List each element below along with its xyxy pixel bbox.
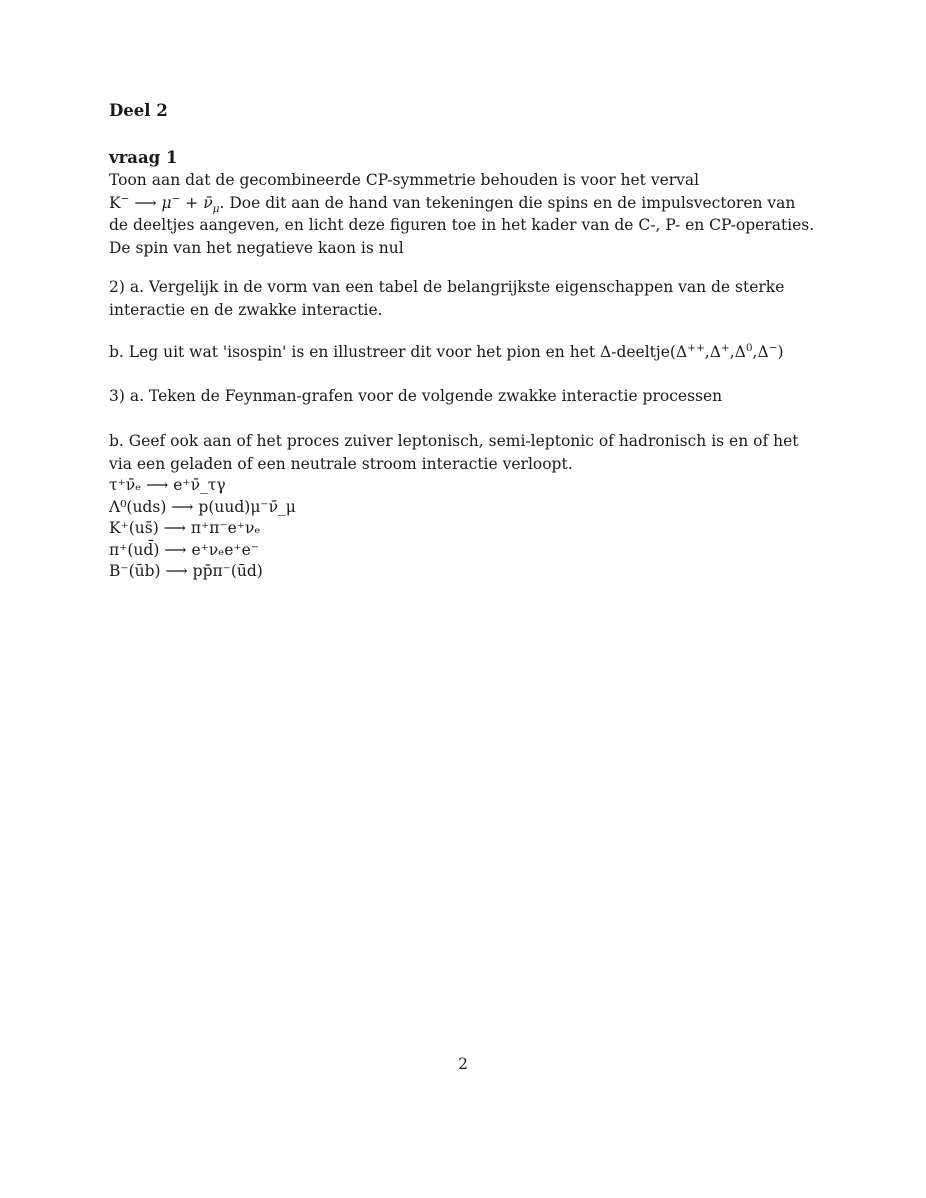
question-3b	[109, 430, 821, 583]
question-2a-text: 2) a. Vergelijk in de vorm van een tabel de belangrijkste eigenschappen van de sterke interactie en de zwakke interactie.	[109, 278, 785, 319]
question-1-line-3: de deeltjes aangeven, en licht deze figuren toe in het kader van de C-, P- en CP-operaties.	[109, 216, 815, 234]
question-2b-text: b. Leg uit wat 'isospin' is en illustreer dit voor het pion en het $\Delta-deeltje(\Delta^{++},\Delta^+,\Delta^0,\Delta^-)$	[109, 341, 784, 361]
question-1-line-2: K− ⟶ $\mu^- + \nū_\mu$. Doe dit aan de hand van tekeningen die spins en de impulsvectoren van	[109, 192, 796, 215]
page-number: 2	[458, 1055, 468, 1073]
question-1-line-1: Toon aan dat de gecombineerde CP-symmetrie behouden is voor het verval	[109, 171, 700, 189]
reaction-2: Λ⁰(uds) ⟶ p(uud)μ⁻ν̄_μ	[109, 497, 296, 516]
question-3a-text: 3) a. Teken de Feynman-grafen voor de volgende zwakke interactie processen	[109, 387, 723, 405]
question-1-heading: vraag 1	[109, 148, 178, 167]
question-1	[109, 147, 821, 259]
question-3a	[109, 385, 821, 408]
content-column	[109, 100, 821, 122]
question-1-line-4: De spin van het negatieve kaon is nul	[109, 238, 404, 257]
reaction-3: K⁺(us̄) ⟶ π⁺π⁻e⁺νₑ	[109, 519, 261, 537]
reaction-5: B⁻(ūb) ⟶ pp̄π⁻(ūd)	[109, 562, 263, 580]
reaction-4: π⁺(ud̄) ⟶ e⁺νₑe⁺e⁻	[109, 540, 259, 559]
decay-equation: K− ⟶ $\mu^- + \nū_\mu$	[109, 192, 220, 215]
section-title: Deel 2	[109, 101, 168, 120]
question-3b-text: b. Geef ook aan of het proces zuiver leptonisch, semi-leptonic of hadronisch is en of het via een geladen of een neutrale stroom interactie verloopt.	[109, 432, 799, 473]
question-2b	[109, 341, 821, 364]
reaction-list	[109, 475, 821, 583]
question-2a	[109, 276, 821, 321]
reaction-1: τ⁺ν̄ₑ ⟶ e⁺ν̄_τγ	[109, 476, 226, 494]
